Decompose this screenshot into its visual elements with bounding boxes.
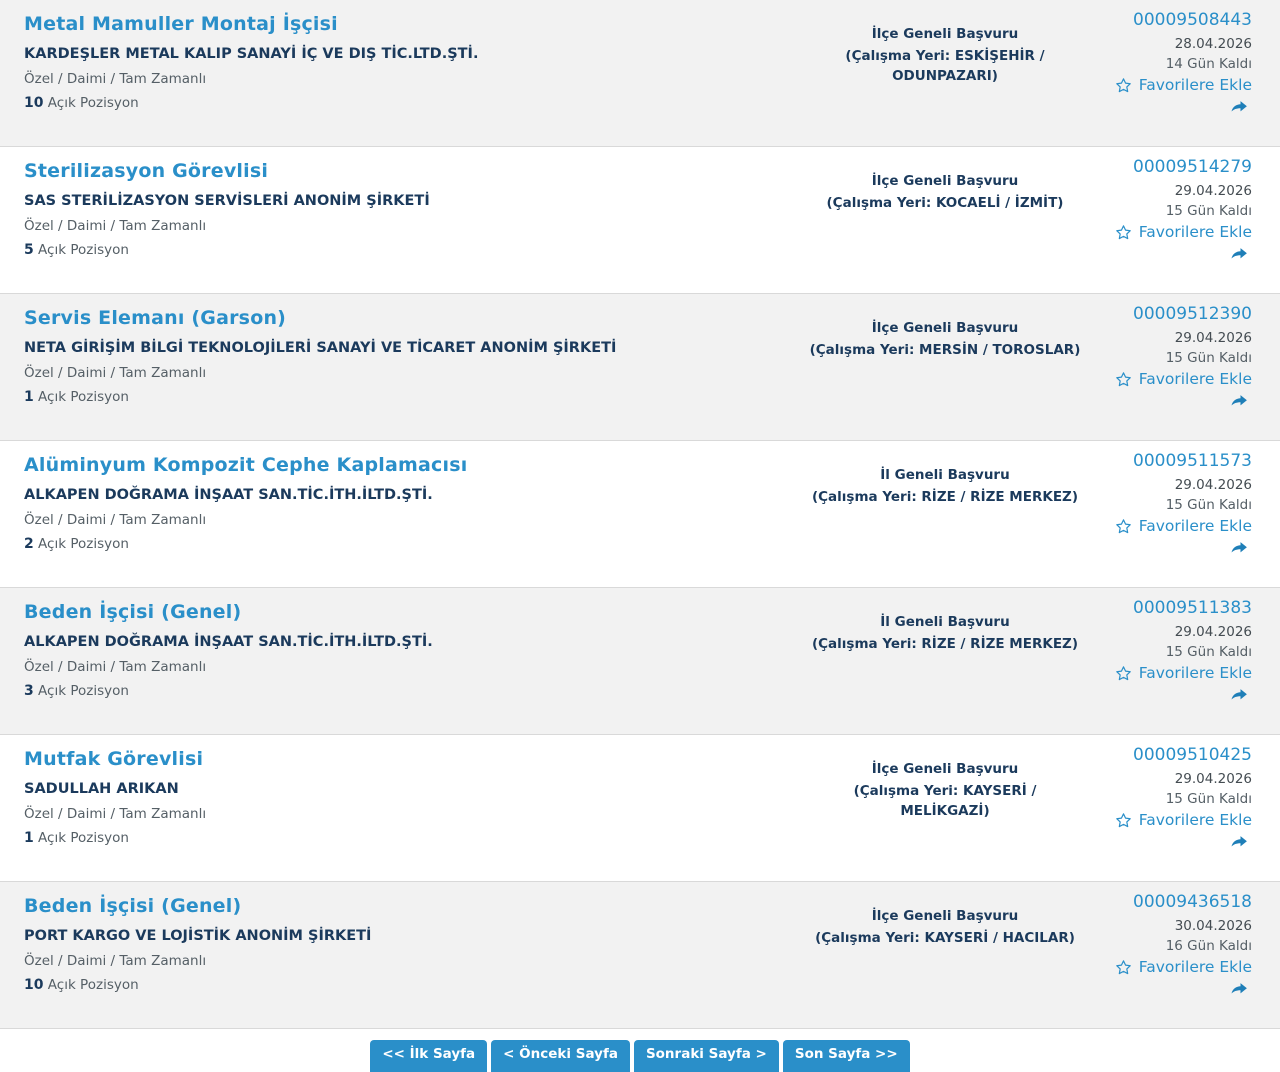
job-summary (0, 0, 800, 146)
job-location-block (800, 441, 1090, 587)
job-meta: Özel / Daimi / Tam Zamanlı (24, 512, 207, 529)
job-company: PORT KARGO VE LOJİSTİK ANONİM ŞİRKETİ (24, 927, 372, 944)
job-location-block (800, 0, 1090, 146)
job-actions-block (1090, 735, 1280, 881)
add-to-favorites-label: Favorilere Ekle (1138, 958, 1252, 976)
job-position-count: 1 (24, 830, 34, 847)
share-arrow-icon (1228, 98, 1250, 116)
add-to-favorites-label: Favorilere Ekle (1138, 664, 1252, 682)
job-position-count: 1 (24, 389, 34, 406)
job-workplace: (Çalışma Yeri: ESKİŞEHİR / ODUNPAZARI) (845, 48, 1045, 85)
last-page-button[interactable]: Son Sayfa >> (783, 1040, 910, 1072)
job-location-block (800, 735, 1090, 881)
job-actions-block (1090, 294, 1280, 440)
job-application-scope: İlçe Geneli Başvuru (871, 320, 1019, 336)
share-button[interactable] (1096, 392, 1252, 410)
job-summary (0, 147, 800, 293)
job-list-item[interactable] (0, 441, 1280, 588)
job-positions (24, 977, 800, 993)
job-meta: Özel / Daimi / Tam Zamanlı (24, 806, 207, 823)
share-button[interactable] (1096, 245, 1252, 263)
job-list-item[interactable] (0, 294, 1280, 441)
star-icon (1115, 812, 1132, 829)
job-application-scope: İl Geneli Başvuru (880, 467, 1010, 483)
pagination (0, 1029, 1280, 1072)
job-actions-block (1090, 147, 1280, 293)
job-workplace: (Çalışma Yeri: KAYSERİ / HACILAR) (815, 930, 1075, 946)
job-remaining-days: 15 Gün Kaldı (1165, 497, 1252, 513)
job-date: 29.04.2026 (1174, 771, 1252, 787)
job-positions-label: Açık Pozisyon (38, 536, 129, 553)
job-date: 28.04.2026 (1174, 36, 1252, 52)
job-meta: Özel / Daimi / Tam Zamanlı (24, 659, 207, 676)
star-icon (1115, 224, 1132, 241)
job-remaining-days: 15 Gün Kaldı (1165, 644, 1252, 660)
star-icon (1115, 665, 1132, 682)
add-to-favorites-label: Favorilere Ekle (1138, 370, 1252, 388)
job-list-item[interactable] (0, 882, 1280, 1029)
job-list-item[interactable] (0, 147, 1280, 294)
job-positions-label: Açık Pozisyon (38, 830, 129, 847)
share-button[interactable] (1096, 833, 1252, 851)
job-workplace: (Çalışma Yeri: MERSİN / TOROSLAR) (809, 342, 1081, 358)
job-location-block (800, 147, 1090, 293)
add-to-favorites-button[interactable] (1096, 223, 1252, 241)
job-positions-label: Açık Pozisyon (47, 977, 139, 994)
job-id-link[interactable]: 00009512390 (1133, 304, 1252, 324)
share-button[interactable] (1096, 98, 1252, 116)
previous-page-button[interactable]: < Önceki Sayfa (491, 1040, 630, 1072)
job-application-scope: İlçe Geneli Başvuru (871, 908, 1019, 924)
job-position-count: 10 (24, 95, 44, 112)
job-list-item[interactable] (0, 0, 1280, 147)
job-positions (24, 830, 800, 846)
job-actions-block (1090, 882, 1280, 1028)
job-title-link[interactable]: Metal Mamuller Montaj İşçisi (24, 13, 338, 35)
job-remaining-days: 15 Gün Kaldı (1165, 350, 1252, 366)
job-position-count: 2 (24, 536, 34, 553)
job-date: 29.04.2026 (1174, 330, 1252, 346)
job-remaining-days: 14 Gün Kaldı (1165, 56, 1252, 72)
add-to-favorites-label: Favorilere Ekle (1138, 811, 1252, 829)
star-icon (1115, 77, 1132, 94)
job-workplace: (Çalışma Yeri: RİZE / RİZE MERKEZ) (811, 489, 1078, 505)
job-list-item[interactable] (0, 588, 1280, 735)
job-application-scope: İlçe Geneli Başvuru (871, 173, 1019, 189)
add-to-favorites-button[interactable] (1096, 76, 1252, 94)
job-meta: Özel / Daimi / Tam Zamanlı (24, 365, 207, 382)
job-id-link[interactable]: 00009510425 (1133, 745, 1252, 765)
job-position-count: 5 (24, 242, 34, 259)
job-title-link[interactable]: Beden İşçisi (Genel) (24, 895, 242, 917)
job-list-item[interactable] (0, 735, 1280, 882)
job-location-block (800, 588, 1090, 734)
job-date: 29.04.2026 (1174, 183, 1252, 199)
job-positions (24, 389, 800, 405)
job-date: 29.04.2026 (1174, 477, 1252, 493)
job-date: 29.04.2026 (1174, 624, 1252, 640)
job-actions-block (1090, 588, 1280, 734)
job-id-link[interactable]: 00009508443 (1133, 10, 1252, 30)
job-summary (0, 882, 800, 1028)
job-application-scope: İl Geneli Başvuru (880, 614, 1010, 630)
job-positions (24, 536, 800, 552)
job-positions-label: Açık Pozisyon (38, 389, 129, 406)
job-workplace: (Çalışma Yeri: RİZE / RİZE MERKEZ) (811, 636, 1078, 652)
add-to-favorites-label: Favorilere Ekle (1138, 223, 1252, 241)
job-id-link[interactable]: 00009514279 (1133, 157, 1252, 177)
job-location-block (800, 294, 1090, 440)
add-to-favorites-button[interactable] (1096, 958, 1252, 976)
job-summary (0, 735, 800, 881)
job-company: NETA GİRİŞİM BİLGİ TEKNOLOJİLERİ SANAYİ VE TİCARET ANONİM ŞİRKETİ (24, 339, 617, 356)
job-positions (24, 242, 800, 258)
job-meta: Özel / Daimi / Tam Zamanlı (24, 71, 207, 88)
job-summary (0, 588, 800, 734)
job-location-block (800, 882, 1090, 1028)
job-company: KARDEŞLER METAL KALIP SANAYİ İÇ VE DIŞ TİC.LTD.ŞTİ. (24, 45, 479, 62)
share-arrow-icon (1228, 539, 1250, 557)
share-arrow-icon (1228, 980, 1250, 998)
job-remaining-days: 15 Gün Kaldı (1165, 791, 1252, 807)
job-title-link[interactable]: Mutfak Görevlisi (24, 748, 204, 770)
job-date: 30.04.2026 (1174, 918, 1252, 934)
job-positions (24, 95, 800, 111)
job-positions-label: Açık Pozisyon (38, 242, 129, 259)
job-remaining-days: 16 Gün Kaldı (1165, 938, 1252, 954)
job-company: ALKAPEN DOĞRAMA İNŞAAT SAN.TİC.İTH.İLTD.ŞTİ. (24, 486, 433, 503)
job-id-link[interactable]: 00009436518 (1133, 892, 1252, 912)
job-meta: Özel / Daimi / Tam Zamanlı (24, 953, 207, 970)
share-button[interactable] (1096, 686, 1252, 704)
share-button[interactable] (1096, 980, 1252, 998)
job-positions-label: Açık Pozisyon (47, 95, 139, 112)
job-title-link[interactable]: Sterilizasyon Görevlisi (24, 160, 269, 182)
job-meta: Özel / Daimi / Tam Zamanlı (24, 218, 207, 235)
star-icon (1115, 959, 1132, 976)
add-to-favorites-button[interactable] (1096, 517, 1252, 535)
job-summary (0, 441, 800, 587)
job-title-link[interactable]: Servis Elemanı (Garson) (24, 307, 287, 329)
add-to-favorites-label: Favorilere Ekle (1138, 517, 1252, 535)
share-arrow-icon (1228, 392, 1250, 410)
first-page-button[interactable]: << İlk Sayfa (370, 1040, 487, 1072)
add-to-favorites-label: Favorilere Ekle (1138, 76, 1252, 94)
share-arrow-icon (1228, 245, 1250, 263)
share-arrow-icon (1228, 686, 1250, 704)
job-remaining-days: 15 Gün Kaldı (1165, 203, 1252, 219)
job-application-scope: İlçe Geneli Başvuru (871, 761, 1019, 777)
share-button[interactable] (1096, 539, 1252, 557)
job-positions (24, 683, 800, 699)
job-title-link[interactable]: Alüminyum Kompozit Cephe Kaplamacısı (24, 454, 468, 476)
job-id-link[interactable]: 00009511573 (1133, 451, 1252, 471)
job-company: ALKAPEN DOĞRAMA İNŞAAT SAN.TİC.İTH.İLTD.ŞTİ. (24, 633, 433, 650)
star-icon (1115, 518, 1132, 535)
job-company: SADULLAH ARIKAN (24, 780, 179, 797)
add-to-favorites-button[interactable] (1096, 370, 1252, 388)
job-id-link[interactable]: 00009511383 (1133, 598, 1252, 618)
job-actions-block (1090, 441, 1280, 587)
job-position-count: 3 (24, 683, 34, 700)
job-workplace: (Çalışma Yeri: KAYSERİ / MELİKGAZİ) (853, 783, 1037, 820)
job-actions-block (1090, 0, 1280, 146)
job-company: SAS STERİLİZASYON SERVİSLERİ ANONİM ŞİRKETİ (24, 192, 430, 209)
job-summary (0, 294, 800, 440)
add-to-favorites-button[interactable] (1096, 811, 1252, 829)
job-title-link[interactable]: Beden İşçisi (Genel) (24, 601, 242, 623)
add-to-favorites-button[interactable] (1096, 664, 1252, 682)
job-workplace: (Çalışma Yeri: KOCAELİ / İZMİT) (826, 195, 1064, 211)
star-icon (1115, 371, 1132, 388)
next-page-button[interactable]: Sonraki Sayfa > (634, 1040, 779, 1072)
share-arrow-icon (1228, 833, 1250, 851)
job-positions-label: Açık Pozisyon (38, 683, 129, 700)
job-position-count: 10 (24, 977, 44, 994)
job-application-scope: İlçe Geneli Başvuru (871, 26, 1019, 42)
